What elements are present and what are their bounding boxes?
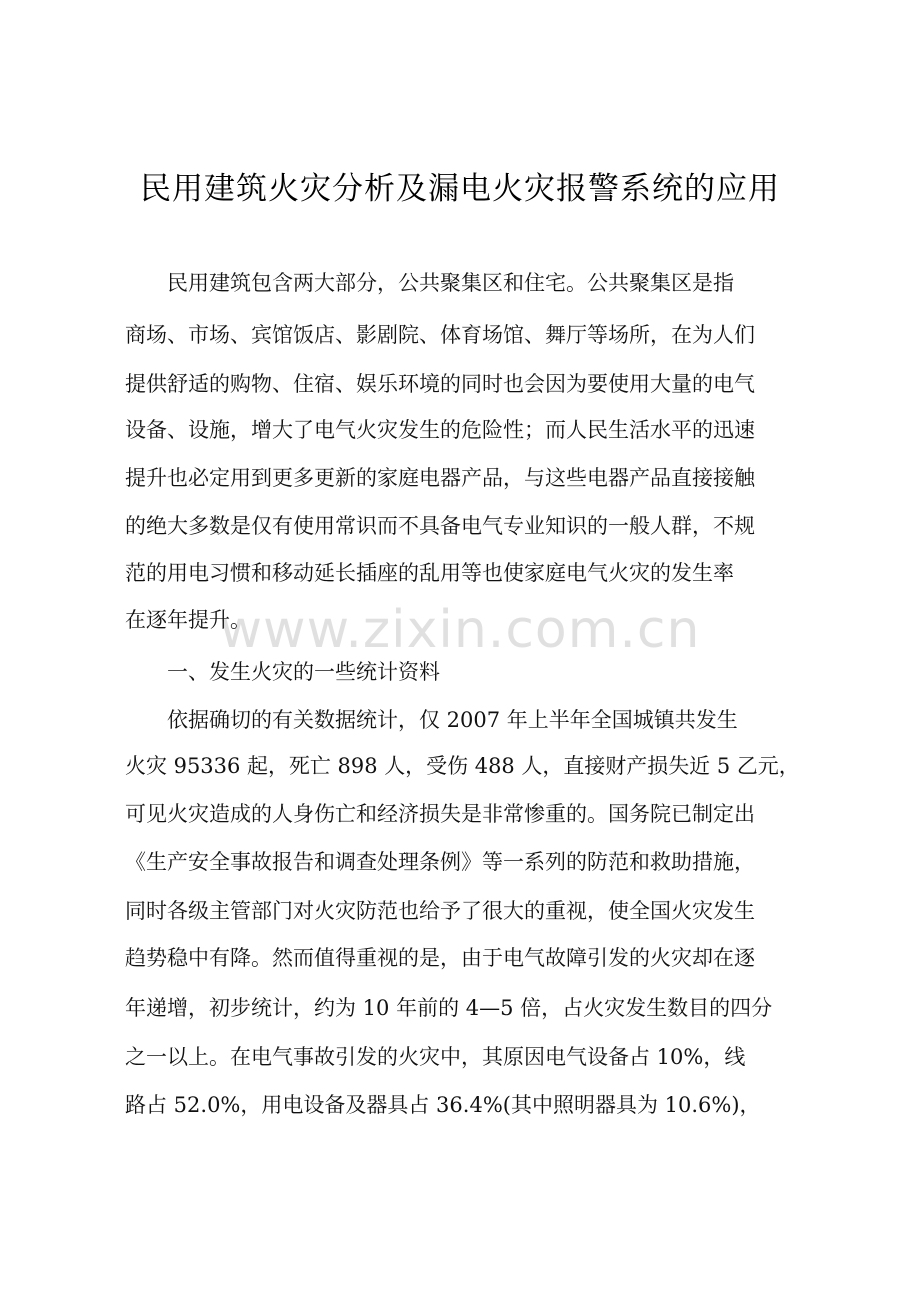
- watermark: www.zixin.com.cn: [219, 600, 701, 660]
- document-title: 民用建筑火灾分析及漏电火灾报警系统的应用: [140, 171, 780, 207]
- paragraph-line: 提升也必定用到更多更新的家庭电器产品，与这些电器产品直接接触: [125, 466, 755, 490]
- paragraph-line: 的绝大多数是仅有使用常识而不具备电气专业知识的一般人群，不规: [125, 514, 755, 538]
- paragraph-line: 趋势稳中有降。然而值得重视的是，由于电气故障引发的火灾却在逐: [125, 946, 755, 970]
- paragraph-line: 范的用电习惯和移动延长插座的乱用等也使家庭电气火灾的发生率: [125, 561, 734, 585]
- paragraph-line: 可见火灾造成的人身伤亡和经济损失是非常惨重的。国务院已制定出: [125, 802, 755, 826]
- paragraph-line: 设备、设施，增大了电气火灾发生的危险性；而人民生活水平的迅速: [125, 418, 755, 442]
- paragraph-line: 在逐年提升。: [125, 608, 251, 632]
- paragraph-line: 提供舒适的购物、住宿、娱乐环境的同时也会因为要使用大量的电气: [125, 372, 755, 396]
- paragraph-line: 同时各级主管部门对火灾防范也给予了很大的重视，使全国火灾发生: [125, 899, 755, 923]
- paragraph-line: 民用建筑包含两大部分，公共聚集区和住宅。公共聚集区是指: [167, 271, 734, 295]
- paragraph-line: 依据确切的有关数据统计，仅 2007 年上半年全国城镇共发生: [167, 708, 738, 732]
- paragraph-line: 火灾 95336 起，死亡 898 人，受伤 488 人，直接财产损失近 5 乙元，: [125, 754, 800, 778]
- paragraph-line: 之一以上。在电气事故引发的火灾中，其原因电气设备占 10%，线: [125, 1045, 746, 1069]
- paragraph-line: 商场、市场、宾馆饭店、影剧院、体育场馆、舞厅等场所，在为人们: [125, 323, 755, 347]
- paragraph-line: 年递增，初步统计，约为 10 年前的 4—5 倍，占火灾发生数目的四分: [125, 996, 773, 1020]
- paragraph-line: 《生产安全事故报告和调查处理条例》等一系列的防范和救助措施，: [125, 850, 755, 874]
- section-heading: 一、发生火灾的一些统计资料: [167, 660, 440, 684]
- paragraph-line: 路占 52.0%，用电设备及器具占 36.4%(其中照明器具为 10.6%)，: [125, 1093, 761, 1117]
